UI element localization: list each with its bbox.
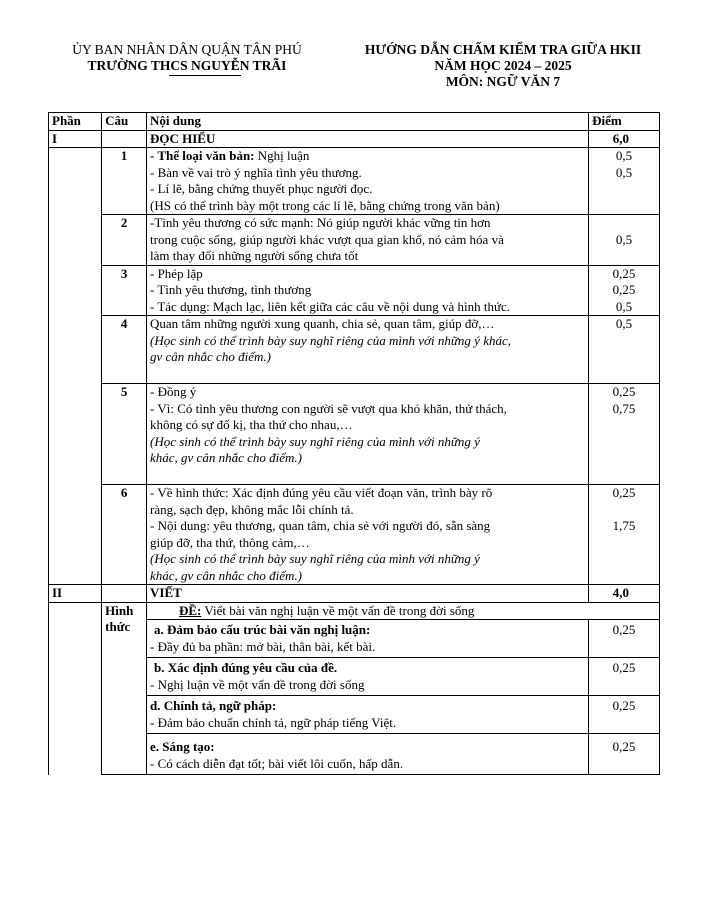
content-line: gv cân nhắc cho điểm.) bbox=[150, 349, 271, 364]
question-content bbox=[147, 384, 589, 485]
score-value: 0,75 bbox=[612, 400, 636, 416]
content-line: Quan tâm những người xung quanh, chia sẻ, quan tâm, giúp đỡ,… bbox=[150, 316, 495, 331]
question-content bbox=[147, 148, 589, 215]
school-year: NĂM HỌC 2024 – 2025 bbox=[434, 58, 572, 73]
col-header-phan: Phần bbox=[49, 113, 102, 131]
question-number: 3 bbox=[102, 265, 147, 316]
criterion-content bbox=[147, 620, 589, 658]
header-right bbox=[338, 42, 668, 90]
question-score bbox=[589, 148, 660, 215]
content-line: - Phép lặp bbox=[150, 265, 203, 281]
criterion-score: 0,25 bbox=[589, 658, 660, 696]
criterion-text: - Nghị luận về một vấn đề trong đời sống bbox=[150, 676, 365, 692]
content-line: - Nội dung: yêu thương, quan tâm, chia sẻ với người đó, sẵn sàng bbox=[150, 518, 491, 533]
score-value: 0,25 bbox=[612, 265, 636, 281]
content-line: trong cuộc sống, giúp người khác vượt qua gian khổ, nó cảm hóa và bbox=[150, 231, 504, 247]
question-score bbox=[589, 384, 660, 485]
content-line: giúp đỡ, tha thứ, thông cảm,… bbox=[150, 534, 310, 550]
content-label: - Thể loại văn bản: bbox=[150, 148, 255, 163]
content-line: -Tình yêu thương có sức mạnh: Nó giúp người khác vững tin hơn bbox=[150, 215, 491, 230]
content-line: làm thay đổi những người sống chưa tốt bbox=[150, 248, 359, 263]
question-number: 5 bbox=[102, 384, 147, 485]
criterion-text: - Đảm bảo chuẩn chính tả, ngữ pháp tiếng Việt. bbox=[150, 714, 397, 730]
criterion-score: 0,25 bbox=[589, 620, 660, 658]
question-score bbox=[589, 265, 660, 316]
question-content bbox=[147, 485, 589, 585]
de-text: Viết bài văn nghị luận về một vấn đề trong đời sống bbox=[201, 602, 475, 618]
part-row-doc-hieu bbox=[49, 130, 660, 148]
question-content bbox=[147, 265, 589, 316]
question-score bbox=[589, 215, 660, 266]
question-row-1 bbox=[49, 148, 660, 215]
question-score bbox=[589, 316, 660, 384]
question-row-6 bbox=[49, 485, 660, 585]
part-score: 4,0 bbox=[589, 585, 660, 603]
content-line: (Học sinh có thể trình bày suy nghĩ riêng của mình với những ý khác, bbox=[150, 332, 511, 348]
col-header-diem: Điểm bbox=[589, 113, 660, 131]
question-content bbox=[147, 316, 589, 384]
content-line: - Bàn về vai trò ý nghĩa tình yêu thương. bbox=[150, 164, 362, 180]
question-row-3 bbox=[49, 265, 660, 316]
score-value: 0,5 bbox=[615, 164, 633, 180]
score-value: 1,75 bbox=[612, 518, 636, 533]
score-value: 0,25 bbox=[612, 384, 636, 399]
question-number: 2 bbox=[102, 215, 147, 266]
criterion-title: b. Xác định đúng yêu cầu của đề. bbox=[154, 660, 338, 675]
school-name: TRƯỜNG THCS NGUYỄN TRÃI bbox=[87, 58, 287, 73]
content-line: ràng, sạch đẹp, không mắc lỗi chính tả. bbox=[150, 501, 354, 517]
col-header-cau: Câu bbox=[102, 113, 147, 131]
content-line: - Tình yêu thương, tình thương bbox=[150, 282, 312, 297]
content-text: Nghị luận bbox=[254, 148, 310, 163]
part-row-viet bbox=[49, 585, 660, 603]
subject: MÔN: NGỮ VĂN 7 bbox=[445, 74, 561, 89]
criterion-content bbox=[147, 658, 589, 696]
question-content bbox=[147, 215, 589, 266]
table-header-row bbox=[49, 113, 660, 131]
criterion-title: e. Sáng tạo: bbox=[150, 739, 215, 754]
criterion-title: d. Chính tả, ngữ pháp: bbox=[150, 698, 277, 713]
criterion-text: - Có cách diễn đạt tốt; bài viết lôi cuốn, hấp dẫn. bbox=[150, 755, 404, 771]
question-number: 6 bbox=[102, 485, 147, 585]
criterion-score: 0,25 bbox=[589, 734, 660, 775]
col-header-noi-dung: Nội dung bbox=[147, 113, 589, 131]
part-title: ĐỌC HIỂU bbox=[147, 130, 589, 148]
school-underline bbox=[169, 75, 241, 76]
content-line: - Đồng ý bbox=[150, 384, 197, 399]
doc-title: HƯỚNG DẪN CHẤM KIỂM TRA GIỮA HKII bbox=[364, 42, 642, 57]
content-line: khác, gv cân nhắc cho điểm.) bbox=[150, 450, 302, 465]
hinh-thuc-label: thức bbox=[105, 619, 131, 634]
writing-prompt-row bbox=[49, 602, 660, 620]
header-left bbox=[52, 42, 322, 76]
de-label: ĐỀ: bbox=[179, 602, 202, 618]
part-title: VIẾT bbox=[147, 585, 589, 603]
part-score: 6,0 bbox=[589, 130, 660, 148]
content-line: (Học sinh có thể trình bày suy nghĩ riêng của mình với những ý bbox=[150, 551, 480, 566]
question-row-5 bbox=[49, 384, 660, 485]
criterion-text: - Đầy đủ ba phần: mở bài, thân bài, kết bài. bbox=[150, 638, 376, 654]
part-number: I bbox=[49, 130, 102, 148]
hinh-thuc-label: Hình bbox=[105, 602, 134, 618]
score-value: 0,5 bbox=[615, 148, 633, 163]
department-name: ỦY BAN NHÂN DÂN QUẬN TÂN PHÚ bbox=[72, 42, 302, 57]
criterion-score: 0,25 bbox=[589, 696, 660, 734]
score-value: 0,25 bbox=[612, 485, 636, 500]
content-line: - Về hình thức: Xác định đúng yêu cầu viết đoạn văn, trình bày rõ bbox=[150, 485, 493, 500]
content-line: (HS có thể trình bày một trong các lí lẽ, bằng chứng trong văn bản) bbox=[150, 197, 500, 213]
score-value: 0,5 bbox=[615, 316, 633, 331]
question-number: 1 bbox=[102, 148, 147, 215]
grading-table bbox=[48, 112, 660, 775]
content-line: khác, gv cân nhắc cho điểm.) bbox=[150, 567, 302, 583]
score-value: 0,25 bbox=[612, 282, 636, 297]
writing-prompt bbox=[147, 602, 660, 620]
hinh-thuc-cell bbox=[102, 602, 147, 775]
content-line: không có sự đố kị, tha thứ cho nhau,… bbox=[150, 417, 353, 432]
criterion-content bbox=[147, 734, 589, 775]
score-value: 0,5 bbox=[615, 298, 633, 314]
content-line: - Tác dụng: Mạch lạc, liên kết giữa các câu về nội dung và hình thức. bbox=[150, 298, 511, 314]
content-line: - Vì: Có tình yêu thương con người sẽ vượt qua khó khăn, thử thách, bbox=[150, 400, 507, 416]
part-number: II bbox=[49, 585, 102, 603]
question-row-4 bbox=[49, 316, 660, 384]
content-line: (Học sinh có thể trình bày suy nghĩ riêng của mình với những ý bbox=[150, 433, 480, 449]
criterion-content bbox=[147, 696, 589, 734]
score-value: 0,5 bbox=[615, 231, 633, 247]
question-score bbox=[589, 485, 660, 585]
question-row-2 bbox=[49, 215, 660, 266]
content-line: - Lí lẽ, bằng chứng thuyết phục người đọc. bbox=[150, 181, 373, 196]
question-number: 4 bbox=[102, 316, 147, 384]
criterion-title: a. Đảm bảo cấu trúc bài văn nghị luận: bbox=[154, 622, 371, 637]
